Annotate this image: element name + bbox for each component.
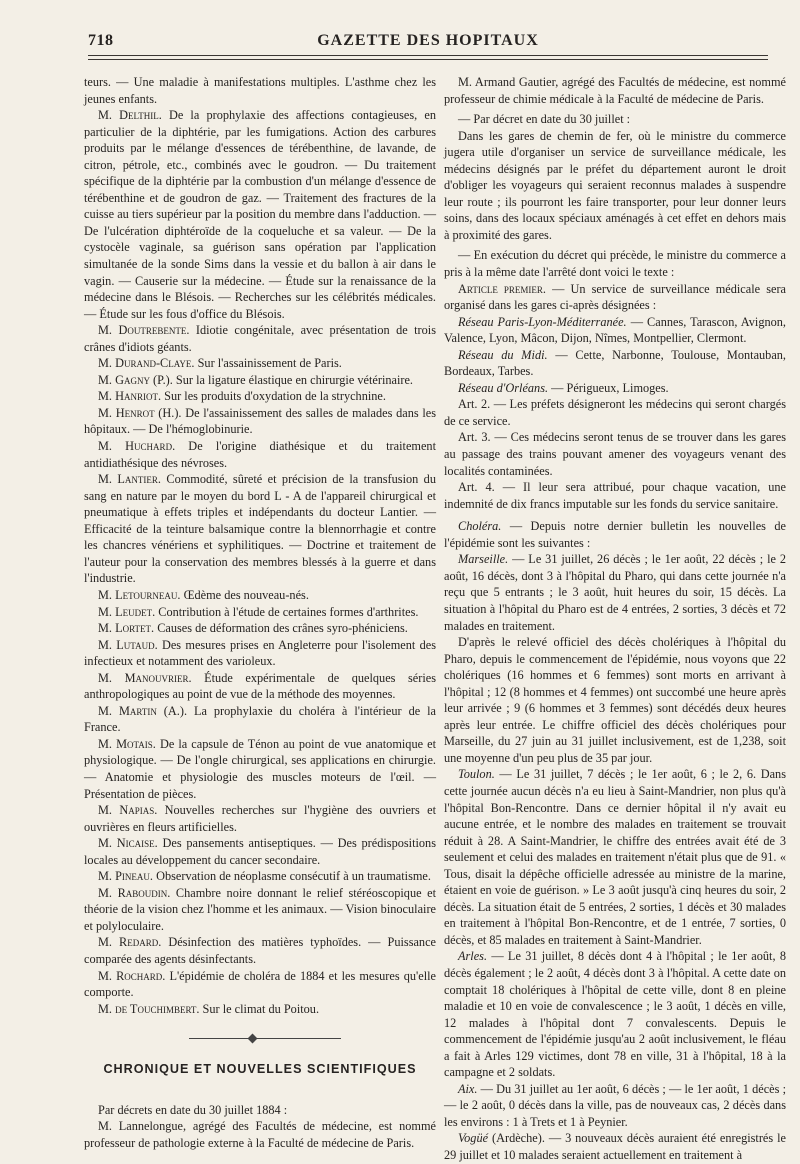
author-entry <box>84 670 436 703</box>
report-text: — Le 31 juillet, 7 décès ; le 1er août, 6 ; le 2, 6. Dans cette journée aucun décès n'a eu lieu à Saint-Mandrier, non plus qu'à l'hôpital Bon-Rencontre. Dans ce dernier hôpital il n'y avait eu aucune entrée, et le nombre des malades en traitement se trouvait réduit à 28. A Saint-Mandrier, le chiffre des entrées avait été de 3 seulement et celui des malades en traitement n'était plus que de 91. « Tous, disait la dépêche officielle adressée au ministre de la marine, étaient en voie de guérison. » Le 3 août jusqu'à cinq heures du soir, 2 décès. La situation était de 5 entrées, 2 sorties, 1 décès et 30 malades en traitement à l'hôpital Bon-Rencontre, et de 1 entrée, 7 sorties, 0 décès, et 85 malades en traitement à Saint-Mandrier. <box>444 767 786 947</box>
entry-text: Observation de néoplasme consécutif à un traumatisme. <box>153 869 431 884</box>
author-entry <box>84 388 436 405</box>
network-name: Réseau Paris-Lyon-Méditerranée. <box>458 314 627 329</box>
city-name: Aix. <box>458 1081 478 1096</box>
author-entry <box>84 604 436 621</box>
article-label: Art. 4. <box>458 480 495 495</box>
entry-text: Sur l'assainissement de Paris. <box>194 356 342 371</box>
news-paragraph: — En exécution du décret qui précède, le ministre du commerce a pris à la même date l'arrêté dont voici le texte : <box>444 248 786 280</box>
author-entry <box>84 885 436 935</box>
author-name: M. Lantier. <box>98 472 161 487</box>
author-entry <box>84 703 436 736</box>
section-title: CHRONIQUE ET NOUVELLES SCIENTIFIQUES <box>103 1062 417 1077</box>
author-entry <box>84 802 436 835</box>
cholera-text: — Depuis notre dernier bulletin les nouvelles de l'épidémie sont les suivantes : <box>444 519 786 550</box>
header-rule-thick <box>88 55 768 56</box>
city-report <box>444 1081 786 1131</box>
chronique-paragraph: Par décrets en date du 30 juillet 1884 : <box>98 1102 288 1117</box>
author-entry <box>84 968 436 1001</box>
article-entry <box>444 396 786 429</box>
page-header <box>88 26 768 60</box>
entry-text: Étude expérimentale de quelques séries anthropologiques au point de vue de la méthode des moyennes. <box>84 670 437 702</box>
entry-text: Contribution à l'étude de certaines formes d'arthrites. <box>155 604 419 619</box>
article-text: — Un service de surveillance médicale sera organisé dans les gares ci-après désignées : <box>444 281 786 313</box>
author-entry <box>84 637 436 670</box>
author-entry <box>84 620 436 637</box>
running-title: GAZETTE DES HOPITAUX <box>317 32 539 49</box>
entry-text: Idiotie congénitale, avec présentation de trois crânes d'idiots géants. <box>84 323 436 354</box>
entry-text: Désinfection des matières typhoïdes. — Puissance comparée des agents désinfectants. <box>84 935 436 966</box>
entry-text: Des pansements antiseptiques. — Des prédispositions locales au développement du cancer secondaire. <box>84 836 436 867</box>
entry-text: La prophylaxie du choléra à l'intérieur de la France. <box>84 703 437 735</box>
entry-text: Œdème des nouveau-nés. <box>180 587 309 602</box>
entry-text: Causes de déformation des crânes syro-phéniciens. <box>154 621 408 636</box>
city-report <box>444 948 786 1080</box>
author-entry <box>84 934 436 967</box>
divider-line <box>189 1038 341 1039</box>
author-name: M. Lortet. <box>98 621 155 636</box>
author-entry <box>84 322 436 355</box>
author-entry <box>84 74 436 107</box>
entry-text: Chambre noire donnant le relief stéréoscopique et théorie de la vision chez l'homme et les animaux. — Vision binoculaire et polyloculaire. <box>84 885 436 933</box>
entry-text: Sur la ligature élastique en chirurgie vétérinaire. <box>172 372 414 387</box>
author-name: M. Letourneau. <box>98 587 181 602</box>
section-divider-ornament <box>84 1035 436 1043</box>
report-text: — Le 31 juillet, 8 décès dont 4 à l'hôpital ; le 1er août, 8 décès également ; le 2 août, 4 décès dont 3 à l'hôpital. A cette date on comptait 18 cholériques à l'hôpital de cette ville, dont 8 en pleine maladie et 10 en voie de convalescence ; le 3 août, 1 décès en ville, 12 malades à l'hôpital dont 7 convalescents. Depuis le commencement de l'épidémie jusqu'au 2 août inclusivement, le fléau a fait à Arles 129 victimes, dont 78 en ville, 31 à l'hôpital, 18 à la campagne et 2 soldats. <box>444 949 786 1080</box>
news-paragraph: — Par décret en date du 30 juillet : <box>458 112 631 127</box>
cholera-label: Choléra. <box>458 519 502 534</box>
article-label: Art. 3. <box>458 430 491 445</box>
entry-text: teurs. — Une maladie à manifestations multiples. L'asthme chez les jeunes enfants. <box>84 75 436 106</box>
author-entry <box>84 405 436 438</box>
author-name: M. Nicaise. <box>98 836 158 851</box>
city-report <box>444 634 786 766</box>
article-1 <box>444 281 786 314</box>
entry-text: De la prophylaxie des affections contagieuses, en particulier de la diphtérie, par les fumigations. Action des carbures produits par le mélange d'essences de térébenthine, de lavande, de citron, pétrole, etc., combinés avec le goudron. — Du traitement spécifique de la diphtérie par la combustion d'un mélange d'essence de térébenthine et de goudron de gaz. — Traitement des fractures de la cuisse au tiers supérieur par la position du membre dans l'adduction. — De l'ulcération diphtéroïde de la coqueluche et sa valeur. — De la cystocèle vaginale, sa guérison sans opération par l'application simultanée de la sonde Sims dans la vessie et du ballon à air dans le vagin. — Causerie sur la médecine. — Étude sur la renaissance de la médecine dans le Blésois. — Recherches sur les célébrités médicales. — Étude sur les fous d'office du Blésois. <box>84 108 436 321</box>
city-report <box>444 551 786 634</box>
city-report <box>444 1130 786 1163</box>
article-text: — Il leur sera attribué, pour chaque vacation, une indemnité de dix francs imputable sur les fonds du service sanitaire. <box>444 480 786 511</box>
author-name: M. Doutrebente. <box>98 323 190 338</box>
author-name: M. Lutaud. <box>98 637 158 652</box>
city-name: Toulon. <box>458 767 495 782</box>
author-entry <box>84 587 436 604</box>
divider-diamond <box>248 1034 258 1044</box>
network-name: Réseau d'Orléans. <box>458 380 549 395</box>
news-paragraph: M. Armand Gautier, agrégé des Facultés de médecine, est nommé professeur de chimie médicale à la Faculté de médecine de Paris. <box>444 75 786 106</box>
author-name: M. Martin (A.). <box>98 703 188 718</box>
chronique-paragraph: M. Lannelongue, agrégé des Facultés de médecine, est nommé professeur de pathologie externe à la Faculté de médecine de Paris. <box>84 1119 436 1150</box>
entry-text: De l'assainissement des salles de malades dans les hôpitaux. — De l'hémoglobinurie. <box>84 405 436 437</box>
author-name: M. Durand-Claye. <box>98 356 195 371</box>
author-name: M. Hanriot. <box>98 389 162 404</box>
author-entry <box>84 835 436 868</box>
entry-text: Commodité, sûreté et précision de la transfusion du sang en nature par le moyen du bord L - A de l'appareil chirurgical et pneumatique à effets triples et indépendants du docteur Lantier. — Efficacité de la teinture balsamique contre la blennorrhagie et contre les chancres vénériens et syphilitiques. — Doctrine et traitement de l'auteur pour la conservation des membres blessés à la guerre et dans l'industrie. <box>84 472 436 586</box>
author-name: M. Raboudin. <box>98 885 171 900</box>
entry-text: Sur le climat du Poitou. <box>199 1001 320 1016</box>
author-name: M. Redard. <box>98 935 162 950</box>
author-name: M. Rochard. <box>98 968 166 983</box>
author-name: M. Manouvrier. <box>98 670 192 685</box>
entry-text: L'épidémie de choléra de 1884 et les mesures qu'elle comporte. <box>84 968 436 1000</box>
page-number: 718 <box>88 32 114 49</box>
report-text: — Du 31 juillet au 1er août, 6 décès ; — le 1er août, 1 décès ; — le 2 août, 0 décès dans la ville, pas de nouveaux cas, 2 décès dans les environs : 1 à Trets et 1 à Peynier. <box>444 1081 786 1129</box>
author-name: M. Leudet. <box>98 604 156 619</box>
report-text: — 3 nouveaux décès auraient été enregistrés le 29 juillet et 10 malades seraient actuellement en traitement à <box>444 1131 786 1162</box>
article-text: — Ces médecins seront tenus de se trouver dans les gares au passage des trains pouvant amener des voyageurs venant des localités contaminées. <box>444 430 786 478</box>
author-entry <box>84 372 436 389</box>
article-entry <box>444 479 786 512</box>
article-label: Article premier. <box>458 281 547 296</box>
entry-text: Des mesures prises en Angleterre pour l'isolement des infectieux et notamment des varioleux. <box>84 637 436 669</box>
author-name: M. Pineau. <box>98 869 153 884</box>
author-entry <box>84 868 436 885</box>
author-name: M. Delthil. <box>98 108 162 123</box>
author-name: M. Huchard. <box>98 439 176 454</box>
entry-text: De l'origine diathésique et du traitement antidiathésique des névroses. <box>84 439 436 470</box>
railway-network <box>444 314 786 347</box>
city-report <box>444 766 786 948</box>
city-region: (Ardèche). <box>488 1131 545 1146</box>
cholera-intro <box>444 518 786 551</box>
author-name: M. de Touchimbert. <box>98 1001 200 1016</box>
city-name: Arles. <box>458 949 488 964</box>
news-paragraph: Dans les gares de chemin de fer, où le ministre du commerce jugera utile d'organiser un service de surveillance médicale, les médecins désignés par le préfet du département auront le droit d'obliger les voyageurs qui seraient reconnus malades à suspendre leur route ; ils pourront les faire transporter, pour leur donner leurs soins, dans des locaux spéciaux aménagés à cet effet en dehors mais à proximité des gares. <box>444 128 786 242</box>
author-entry <box>84 1001 436 1018</box>
author-name: M. Napias. <box>98 803 158 818</box>
left-column <box>84 74 436 1151</box>
article-entry <box>444 429 786 479</box>
network-stations: — Périgueux, Limoges. <box>548 380 669 395</box>
author-name: M. Gagny (P.). <box>98 372 173 387</box>
author-name: M. Henrot (H.). <box>98 405 182 420</box>
network-stations: — Cette, Narbonne, Toulouse, Montauban, Bordeaux, Tarbes. <box>444 347 787 379</box>
right-column <box>444 74 786 1164</box>
report-text: D'après le relevé officiel des décès cholériques à l'hôpital du Pharo, depuis le commencement de l'épidémie, nous voyons que 22 cholériques (16 hommes et 6 femmes) sont morts en arrivant à l'hôpital ; 12 (8 hommes et 4 femmes) ont succombé une heure après leur arrivée ; 9 (6 hommes et 3 femmes) sont décédés deux heures après leur entrée. Le chiffre officiel des décès cholériques pour Marseille, du 27 juin au 31 juillet inclusivement, est de 1,238, soit une moyenne d'un peu plus de 35 par jour. <box>444 635 786 765</box>
entry-text: Sur les produits d'oxydation de la strychnine. <box>161 389 386 404</box>
network-stations: — Cannes, Tarascon, Avignon, Valence, Lyon, Mâcon, Dijon, Nîmes, Montpellier, Clermont. <box>444 314 786 346</box>
author-entry <box>84 736 436 802</box>
entry-text: De la capsule de Ténon au point de vue anatomique et physiologique. — De l'ongle chirurgical, ses applications en chirurgie. — Anatomie et physiologie des muscles moteurs de l'œil. — Présentation de pièces. <box>84 736 437 801</box>
city-name: Marseille. <box>458 552 509 567</box>
railway-network <box>444 347 786 380</box>
report-text: — Le 31 juillet, 26 décès ; le 1er août, 22 décès ; le 2 août, 16 décès, dont 3 à l'hôpital du Pharo, qui dans cette journée n'a reçu que 5 entrants ; le 3 août, huit heures du soir, 15 décès. La situation à l'hôpital du Pharo est de 4 entrées, 2 sorties, 3 décès et 72 malades en traitement. <box>444 552 786 633</box>
article-text: — Les préfets désigneront les médecins qui seront chargés de ce service. <box>444 397 786 428</box>
city-name: Vogüé <box>458 1131 489 1146</box>
author-name: M. Motais. <box>98 736 156 751</box>
author-entry <box>84 438 436 471</box>
railway-network <box>444 380 786 397</box>
author-entry <box>84 355 436 372</box>
entry-text: Nouvelles recherches sur l'hygiène des ouvriers et ouvrières en fleurs artificielles. <box>84 803 436 834</box>
article-label: Art. 2. <box>458 397 491 412</box>
network-name: Réseau du Midi. <box>458 347 548 362</box>
header-rule-thin <box>88 59 768 60</box>
author-entry <box>84 471 436 587</box>
author-entry <box>84 107 436 322</box>
